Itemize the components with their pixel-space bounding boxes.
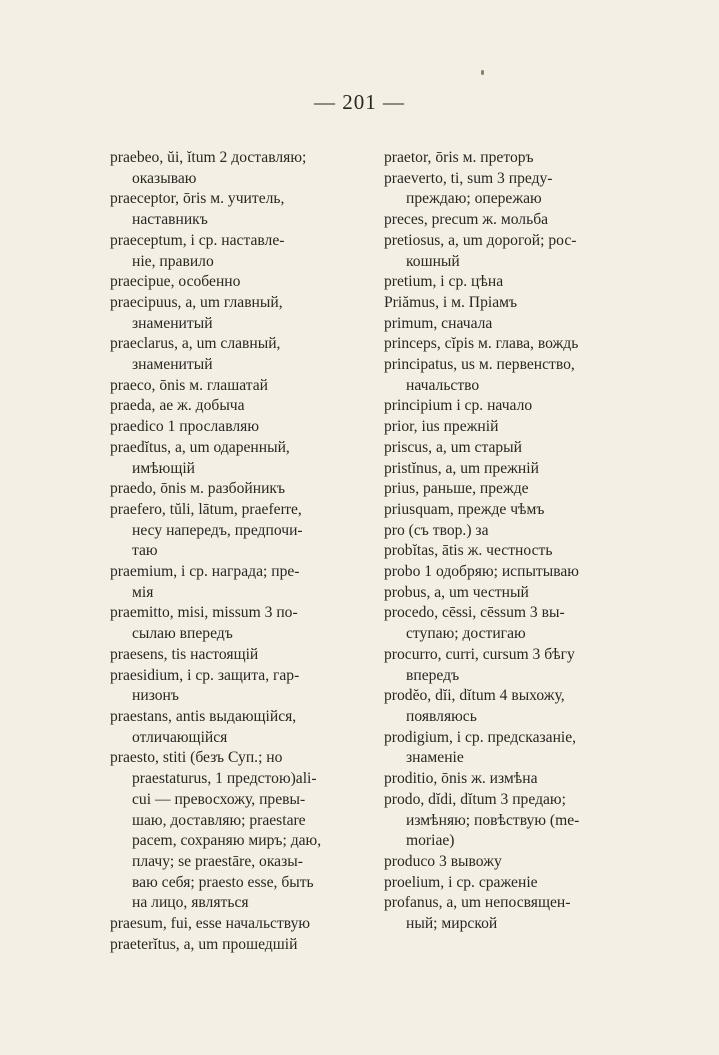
dictionary-entry: [384, 231, 642, 272]
dictionary-entry: [384, 148, 642, 169]
entry-continuation: pacem, сохраняю миръ; даю,: [132, 832, 322, 850]
entry-headline: primum, сначала: [384, 314, 493, 332]
entry-headline: prius, раньше, прежде: [384, 480, 529, 498]
entry-continuation: знаменитый: [132, 356, 213, 374]
dictionary-entry: [384, 728, 642, 769]
entry-continuation: сылаю впередъ: [132, 625, 233, 643]
entry-continuation: плачу; se praestāre, оказы-: [132, 852, 303, 870]
entry-headline: praemitto, misi, missum 3 по-: [110, 604, 298, 622]
dictionary-entry: [384, 479, 642, 500]
entry-headline: praesidium, i ср. защита, гар-: [110, 666, 300, 684]
entry-headline: produco 3 вывожу: [384, 852, 502, 870]
entry-headline: praecipuus, a, um главный,: [110, 293, 283, 311]
dictionary-entry: [110, 189, 362, 230]
entry-headline: praebeo, ŭi, ĭtum 2 доставляю;: [110, 149, 307, 166]
entry-headline: praedico 1 прославляю: [110, 418, 259, 436]
entry-headline: praesto, stiti (безъ Суп.; но: [110, 749, 283, 767]
dictionary-entry: [110, 438, 362, 479]
entry-continuation: знаменіе: [406, 749, 464, 767]
entry-headline: prodo, dĭdi, dĭtum 3 предаю;: [384, 790, 566, 808]
entry-continuation: ступаю; достигаю: [406, 625, 526, 643]
entry-headline: praecipue, особенно: [110, 273, 241, 291]
entry-headline: prior, ius прежній: [384, 418, 499, 436]
dictionary-entry: [384, 169, 642, 210]
dictionary-entry: [384, 500, 642, 521]
entry-headline: princeps, cĭpis м. глава, вождь: [384, 335, 579, 353]
entry-continuation: наставникъ: [132, 211, 208, 229]
entry-continuation: ніе, правило: [132, 252, 214, 270]
dictionary-entry: [110, 376, 362, 397]
entry-headline: praefero, tŭli, lātum, praeferre,: [110, 500, 302, 518]
entry-headline: praesum, fui, esse начальствую: [110, 915, 311, 933]
entry-headline: profanus, a, um непосвящен-: [384, 894, 571, 912]
entry-headline: principatus, us м. первенство,: [384, 356, 575, 374]
entry-headline: preces, precum ж. мольба: [384, 211, 549, 229]
dictionary-entry: [110, 293, 362, 334]
dictionary-entry: [384, 562, 642, 583]
dictionary-entry: [384, 852, 642, 873]
dictionary-entry: [384, 210, 642, 231]
dictionary-entry: [110, 396, 362, 417]
entry-continuation: ный; мирской: [406, 915, 498, 933]
dictionary-entry: [384, 521, 642, 542]
entry-headline: praeclarus, a, um славный,: [110, 335, 281, 353]
entry-headline: probo 1 одобряю; испытываю: [384, 563, 579, 581]
dictionary-entry: [110, 417, 362, 438]
dictionary-entry: [384, 293, 642, 314]
entry-continuation: praestaturus, 1 предстою)ali-: [132, 770, 317, 788]
dictionary-entry: [384, 396, 642, 417]
entry-continuation: ваю себя; praesto esse, быть: [132, 873, 314, 891]
entry-headline: probus, a, um честный: [384, 583, 529, 601]
entry-headline: pretium, i ср. цѣна: [384, 273, 504, 291]
entry-continuation: знаменитый: [132, 314, 213, 332]
entry-continuation: мія: [132, 583, 154, 601]
entry-headline: procedo, cēssi, cēssum 3 вы-: [384, 604, 565, 622]
entry-headline: praeda, ae ж. добыча: [110, 397, 245, 415]
dictionary-entry: [110, 500, 362, 562]
entry-continuation: начальство: [406, 376, 480, 394]
dictionary-entry: [384, 603, 642, 644]
dictionary-entry: [384, 355, 642, 396]
entry-headline: priscus, a, um старый: [384, 438, 522, 456]
entry-headline: Priămus, i м. Пріамъ: [384, 293, 518, 311]
entry-continuation: moriae): [406, 832, 455, 850]
dictionary-entry: [110, 334, 362, 375]
entry-continuation: cui — превосхожу, превы-: [132, 790, 306, 808]
entry-headline: praeceptor, ōris м. учитель,: [110, 190, 285, 208]
entry-headline: prodĕo, dĭi, dĭtum 4 выхожу,: [384, 687, 565, 705]
entry-headline: praeco, ōnis м. глашатай: [110, 376, 269, 394]
entry-headline: praeverto, ti, sum 3 преду-: [384, 169, 553, 187]
entry-headline: praedo, ōnis м. разбойникъ: [110, 480, 286, 498]
entry-continuation: низонъ: [132, 687, 179, 705]
dictionary-entry: [384, 541, 642, 562]
left-column: [110, 148, 362, 955]
paper-speck: [481, 70, 484, 75]
dictionary-entry: [384, 790, 642, 852]
entry-headline: priusquam, прежде чѣмъ: [384, 500, 545, 518]
dictionary-entry: [110, 562, 362, 603]
dictionary-entry: [110, 231, 362, 272]
entry-headline: praesens, tis настоящій: [110, 645, 259, 663]
dictionary-entry: [110, 748, 362, 914]
entry-continuation: преждаю; опережаю: [406, 190, 542, 208]
entry-continuation: измѣняю; повѣствую (me-: [406, 811, 580, 829]
dictionary-entry: [384, 583, 642, 604]
entry-headline: proelium, i ср. сраженіе: [384, 873, 538, 891]
entry-headline: pristĭnus, a, um прежній: [384, 459, 539, 477]
dictionary-entry: [384, 893, 642, 934]
right-column: [384, 148, 642, 935]
dictionary-entry: [384, 873, 642, 894]
dictionary-entry: [384, 459, 642, 480]
entry-continuation: кошный: [406, 252, 460, 270]
entry-headline: pretiosus, a, um дорогой; рос-: [384, 231, 577, 249]
entry-continuation: несу напередъ, предпочи-: [132, 521, 303, 539]
entry-headline: praeterĭtus, a, um прошедшій: [110, 935, 298, 953]
dictionary-entry: [110, 148, 362, 189]
entry-headline: praetor, ōris м. преторъ: [384, 149, 534, 166]
entry-headline: praestans, antis выдающійся,: [110, 707, 297, 725]
entry-headline: praedĭtus, a, um одаренный,: [110, 438, 290, 456]
entry-headline: praemium, i ср. награда; пре-: [110, 563, 300, 581]
entry-continuation: имѣющій: [132, 459, 196, 477]
dictionary-entry: [384, 769, 642, 790]
dictionary-entry: [110, 479, 362, 500]
dictionary-entry: [384, 438, 642, 459]
entry-headline: procurro, curri, cursum 3 бѣгу: [384, 645, 575, 663]
dictionary-entry: [384, 417, 642, 438]
dictionary-entry: [384, 686, 642, 727]
entry-headline: probĭtas, ātis ж. честность: [384, 542, 553, 560]
entry-continuation: отличающійся: [132, 728, 228, 746]
dictionary-entry: [384, 334, 642, 355]
dictionary-entry: [110, 272, 362, 293]
entry-headline: praeceptum, i ср. наставле-: [110, 231, 285, 249]
dictionary-entry: [110, 707, 362, 748]
entry-headline: prodigium, i ср. предсказаніе,: [384, 728, 577, 746]
dictionary-entry: [384, 314, 642, 335]
dictionary-entry: [384, 645, 642, 686]
entry-continuation: оказываю: [132, 169, 197, 187]
entry-continuation: впередъ: [406, 666, 460, 684]
entry-headline: principium i ср. начало: [384, 397, 533, 415]
dictionary-entry: [384, 272, 642, 293]
entry-continuation: на лицо, являться: [132, 894, 249, 912]
entry-continuation: появляюсь: [406, 707, 477, 725]
dictionary-entry: [110, 666, 362, 707]
dictionary-entry: [110, 645, 362, 666]
dictionary-entry: [110, 603, 362, 644]
entry-continuation: шаю, доставляю; praestare: [132, 811, 306, 829]
entry-continuation: таю: [132, 542, 158, 560]
entry-headline: pro (съ твор.) за: [384, 521, 489, 539]
dictionary-entry: [110, 914, 362, 935]
dictionary-entry: [110, 935, 362, 956]
entry-headline: proditio, ōnis ж. измѣна: [384, 770, 538, 788]
page-number: — 201 —: [314, 90, 405, 114]
